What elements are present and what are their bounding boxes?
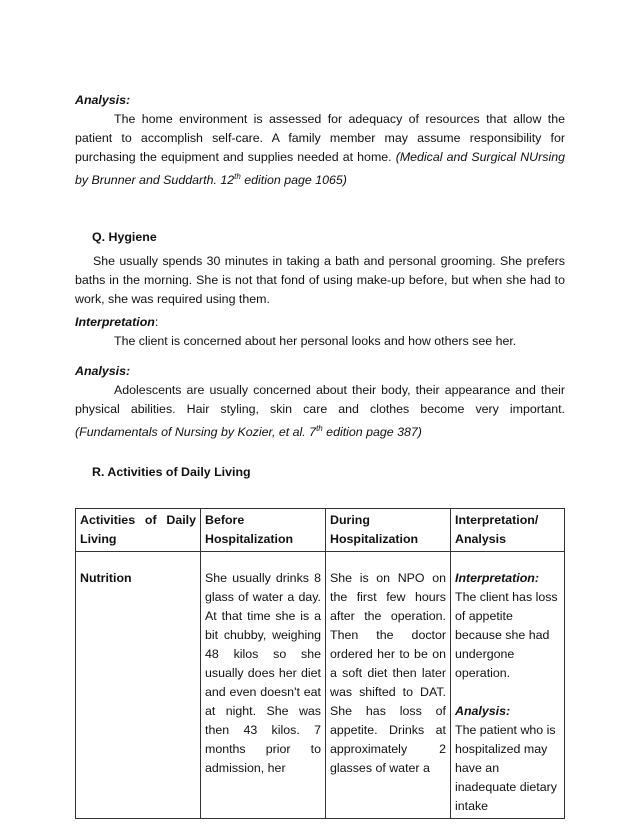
citation: (Fundamentals of Nursing by Kozier, et al. 7th edition page 387) xyxy=(75,424,422,440)
hygiene-paragraph: She usually spends 30 minutes in taking a bath and personal grooming. She prefers baths in the morning. She is not that fond of using make-up before, but when she had to work, she was required using them. xyxy=(75,254,565,306)
analysis-paragraph xyxy=(75,110,565,190)
analysis-label: Analysis: xyxy=(455,704,511,718)
table-row xyxy=(76,552,565,819)
interpretation-label: Interpretation: xyxy=(455,571,539,585)
header-activities: Activities of Daily Living xyxy=(76,509,201,552)
header-interpretation: Interpretation/ Analysis xyxy=(451,509,565,552)
analysis-text: Adolescents are usually concerned about their body, their appearance and their physical abilities. Hair styling, skin care and clothes become very important. xyxy=(75,383,565,416)
hygiene-analysis xyxy=(75,362,565,442)
section-heading-hygiene: Q. Hygiene xyxy=(92,230,157,244)
analysis-text: The home environment is assessed for adequacy of resources that allow the patient to accomplish self-care. A family member may assume responsibility for purchasing the equipment and supplies needed at home. xyxy=(75,112,565,164)
analysis-block-1 xyxy=(75,91,565,190)
interpretation-text: The client has loss of appetite because she had undergone operation. xyxy=(455,590,558,680)
section-heading-adl: R. Activities of Daily Living xyxy=(92,465,251,479)
analysis-label: Analysis: xyxy=(75,364,131,378)
cell-during: She is on NPO on the first few hours after the operation. Then the doctor ordered her to be on a soft diet then later was shifted to DAT. She has loss of appetite. Drinks at approximately 2 glasses of water a xyxy=(326,552,451,819)
header-during: During Hospitalization xyxy=(326,509,451,552)
hygiene-interpretation: Interpretation: The client is concerned about her personal looks and how others see her. xyxy=(75,313,565,351)
cell-interpretation xyxy=(451,552,565,819)
analysis-label: Analysis: xyxy=(75,93,131,107)
table-header-row xyxy=(76,509,565,552)
citation: (Medical and Surgical NUrsing by Brunner and Suddarth. 12th edition page 1065) xyxy=(75,150,565,188)
analysis-text: The patient who is hospitalized may have an inadequate dietary intake xyxy=(455,723,557,813)
cell-before: She usually drinks 8 glass of water a day. At that time she is a bit chubby, weighing 48 kilos so she usually does her diet and even doesn't eat at night. She was then 43 kilos. 7 months prior to admission, her xyxy=(201,552,326,819)
cell-activity: Nutrition xyxy=(76,552,201,819)
header-before: Before Hospitalization xyxy=(201,509,326,552)
interpretation-text: The client is concerned about her personal looks and how others see her. xyxy=(114,334,517,348)
interpretation-label: Interpretation xyxy=(75,315,155,329)
adl-table xyxy=(75,508,565,819)
analysis-paragraph xyxy=(75,381,565,442)
